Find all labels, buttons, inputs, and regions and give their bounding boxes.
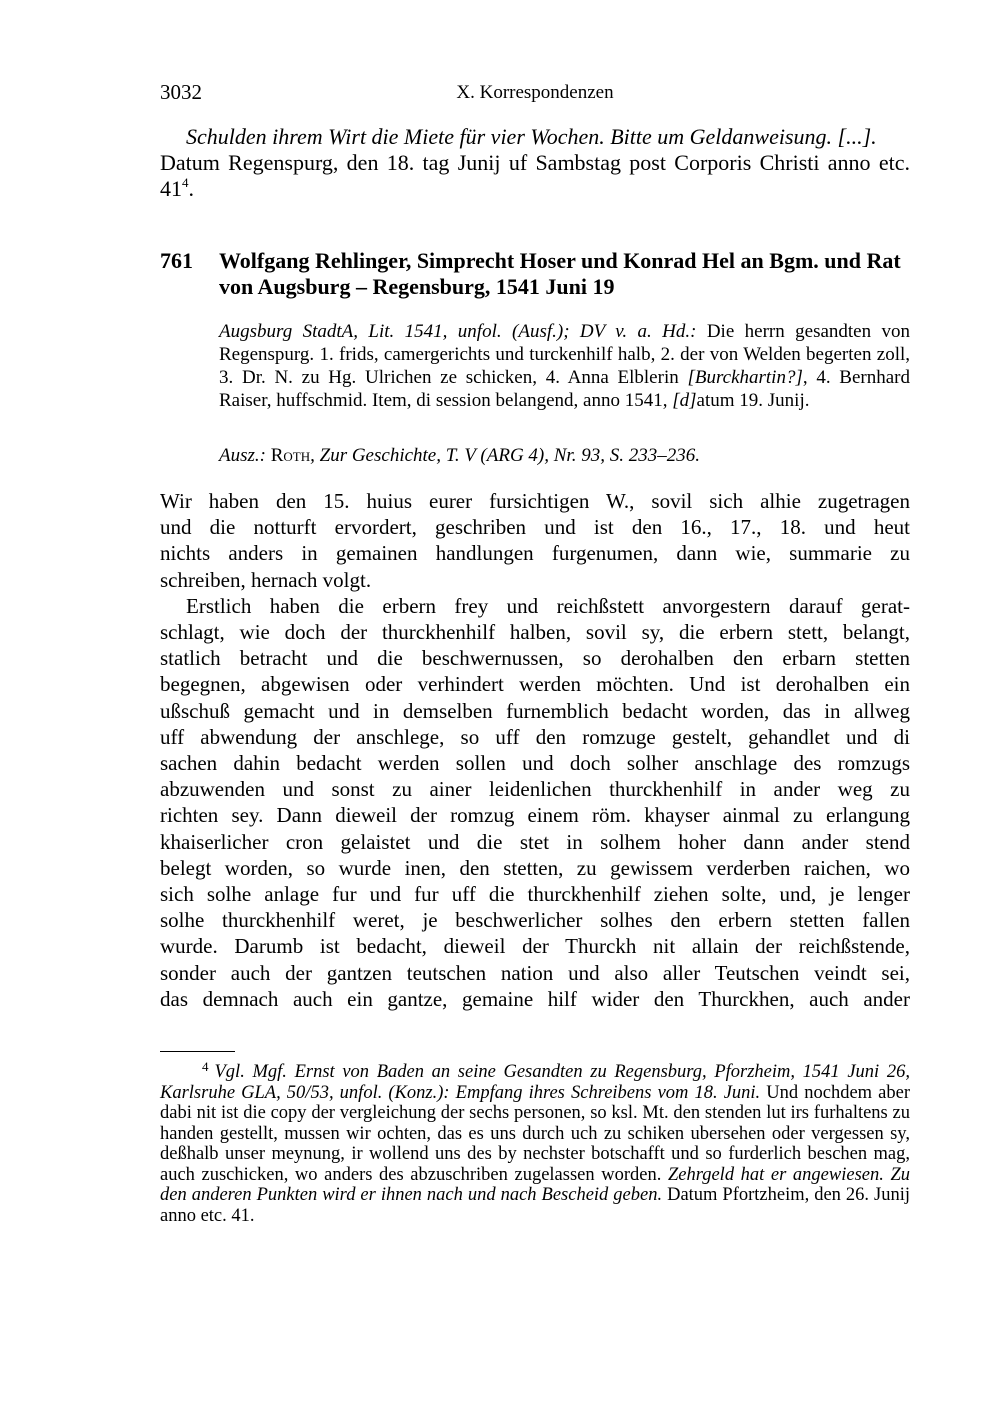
previous-entry-dating: Datum Regenspurg, den 18. tag Junij uf Sambstag post Corporis Christi anno etc. 41: [160, 150, 910, 201]
body-line: solhe thurckhenhilf weret, je beschwerlicher solhes den erbern stetten fallen: [160, 908, 910, 933]
excerpt-author: Roth: [270, 445, 311, 466]
dorsal-note-continued: , 4. Bernhard Raiser, huffschmid. Item, di session belangend, anno 1541,: [219, 367, 910, 411]
dorsal-note-end: atum 19. Junij.: [696, 390, 810, 411]
editorial-note: [Burckhartin?]: [687, 367, 803, 388]
body-line: Wir haben den 15. huius eurer fursichtigen W., sovil sich alhie zugetragen: [160, 489, 910, 513]
body-line: abzuwenden und sonst zu ainer leidenlichen thurckhenhilf in ander weg zu: [160, 777, 910, 802]
letter-body: [160, 488, 910, 1012]
previous-entry-summary: Schulden ihrem Wirt die Miete für vier Wochen. Bitte um Geldanweisung. [...].: [186, 124, 877, 149]
body-line: wurde. Darumb ist bedacht, dieweil der Thurckh nit allain der reichßstende,: [160, 934, 910, 959]
body-line: belegt worden, so wurde inen, den stetten, zu gewissem verderben raichen, wo: [160, 855, 910, 880]
dorsal-note: Die herrn gesandten von Regenspurg. 1. frids, camergerichts und turckenhilf halb, 2. der von Welden begerten zoll, 3. Dr. N. zu Hg. Ulrichen ze schicken, 4. Anna Elblerin: [219, 321, 911, 388]
body-line: Erstlich haben die erbern frey und reichßstett anvorgestern darauf gerat-: [186, 593, 910, 618]
footnote: [160, 1057, 910, 1226]
body-line: richten sey. Dann dieweil der romzug einem röm. khayser ainmal zu erlangung: [160, 803, 910, 828]
footnote-summary: Vgl. Mgf. Ernst von Baden an seine Gesandten zu Regensburg, Pforzheim, 1541 Juni 26, Karlsruhe GLA, 50/53, unfol. (Konz.): Empfang ihres Schreibens vom 18. Juni.: [160, 1062, 910, 1103]
body-line: begegnen, abgewisen oder verhindert werden möchten. Und ist derohalben ein: [160, 672, 910, 697]
body-line: khaiserlicher cron gelaistet und die stet in solhem hoher dann ander stend: [160, 829, 910, 854]
page-header: [160, 80, 910, 108]
entry-title: Wolfgang Rehlinger, Simprecht Hoser und Konrad Hel an Bgm. und Rat von Augsburg – Regensburg, 1541 Juni 19: [219, 248, 901, 299]
entry-heading: [160, 248, 910, 300]
footnote-dating: Datum Pfortzheim, den 26. Junij anno etc. 41.: [160, 1185, 911, 1226]
paragraph: [160, 488, 910, 593]
excerpt-label: Ausz.:: [219, 445, 266, 466]
body-line: und die notturft ervordert, geschriben und ist den 16., 17., 18. und heut: [160, 515, 910, 540]
paragraph: [160, 593, 910, 1012]
source-archive: Augsburg StadtA, Lit. 1541, unfol. (Ausf.); DV v. a. Hd.:: [219, 321, 697, 342]
source-note: [219, 320, 910, 412]
entry-number: 761: [160, 248, 193, 273]
body-line: uff abwendung der anschlege, so uff den romzuge gestelt, gehandlet und di: [160, 724, 910, 749]
footnote-rule: [160, 1051, 235, 1052]
footnote-reference: 4: [182, 175, 189, 190]
excerpt-citation: , Zur Geschichte, T. V (ARG 4), Nr. 93, S. 233–236.: [310, 445, 700, 466]
body-line: schlagt, wie doch der thurckhenhilf halben, sovil sy, die erbern stett, belangt,: [160, 620, 910, 645]
footnote-quote: Und nochdem aber dabi nit ist die copy der vergleichung der sechs personen, so ksl. Mt. den stenden lut irs furhaltens zu handen gestellt, mussen wir ochten, das es uns durch uch zu schiken ubersehen oder vergessen sy, deßhalb unser meynung, ir wollend uns des by nechster botschafft und so furderlich beschen mag, auch zuschicken, wo anders des abzuschriben zugelassen worden.: [160, 1082, 910, 1185]
body-line: sich solhe anlage fur und fur uff die thurckhenhilf ziehen solte, und, je lenger: [160, 882, 910, 907]
body-line: ußschuß gemacht und in demselben furnemblich bedacht worden, das in allweg: [160, 698, 910, 723]
body-line: schreiben, hernach volgt.: [160, 567, 372, 592]
footnote-mark: 4: [202, 1059, 209, 1074]
body-line: sachen dahin bedacht werden sollen und doch solher anschlage des romzugs: [160, 751, 910, 776]
page-number: 3032: [160, 80, 202, 104]
editorial-note: [d]: [672, 390, 697, 411]
excerpt-reference: [219, 444, 910, 467]
body-line: sonder auch der gantzen teutschen nation und also aller Teutschen veindt sei,: [160, 960, 910, 985]
footnote-summary-2: Zehrgeld hat er angewiesen. Zu den anderen Punkten wird er ihnen nach und nach Bescheid geben.: [160, 1164, 911, 1205]
body-line: statlich betracht und die beschwernussen, so derohalben den erbarn stetten: [160, 646, 910, 671]
previous-entry-ending: [160, 124, 910, 202]
body-line: das demnach auch ein gantze, gemaine hilf wider den Thurckhen, auch ander: [160, 986, 910, 1011]
running-title: X. Korrespondenzen: [456, 82, 614, 103]
body-line: nichts anders in gemainen handlungen furgenumen, dann wie, summarie zu: [160, 541, 910, 566]
dating-period: .: [188, 176, 194, 201]
